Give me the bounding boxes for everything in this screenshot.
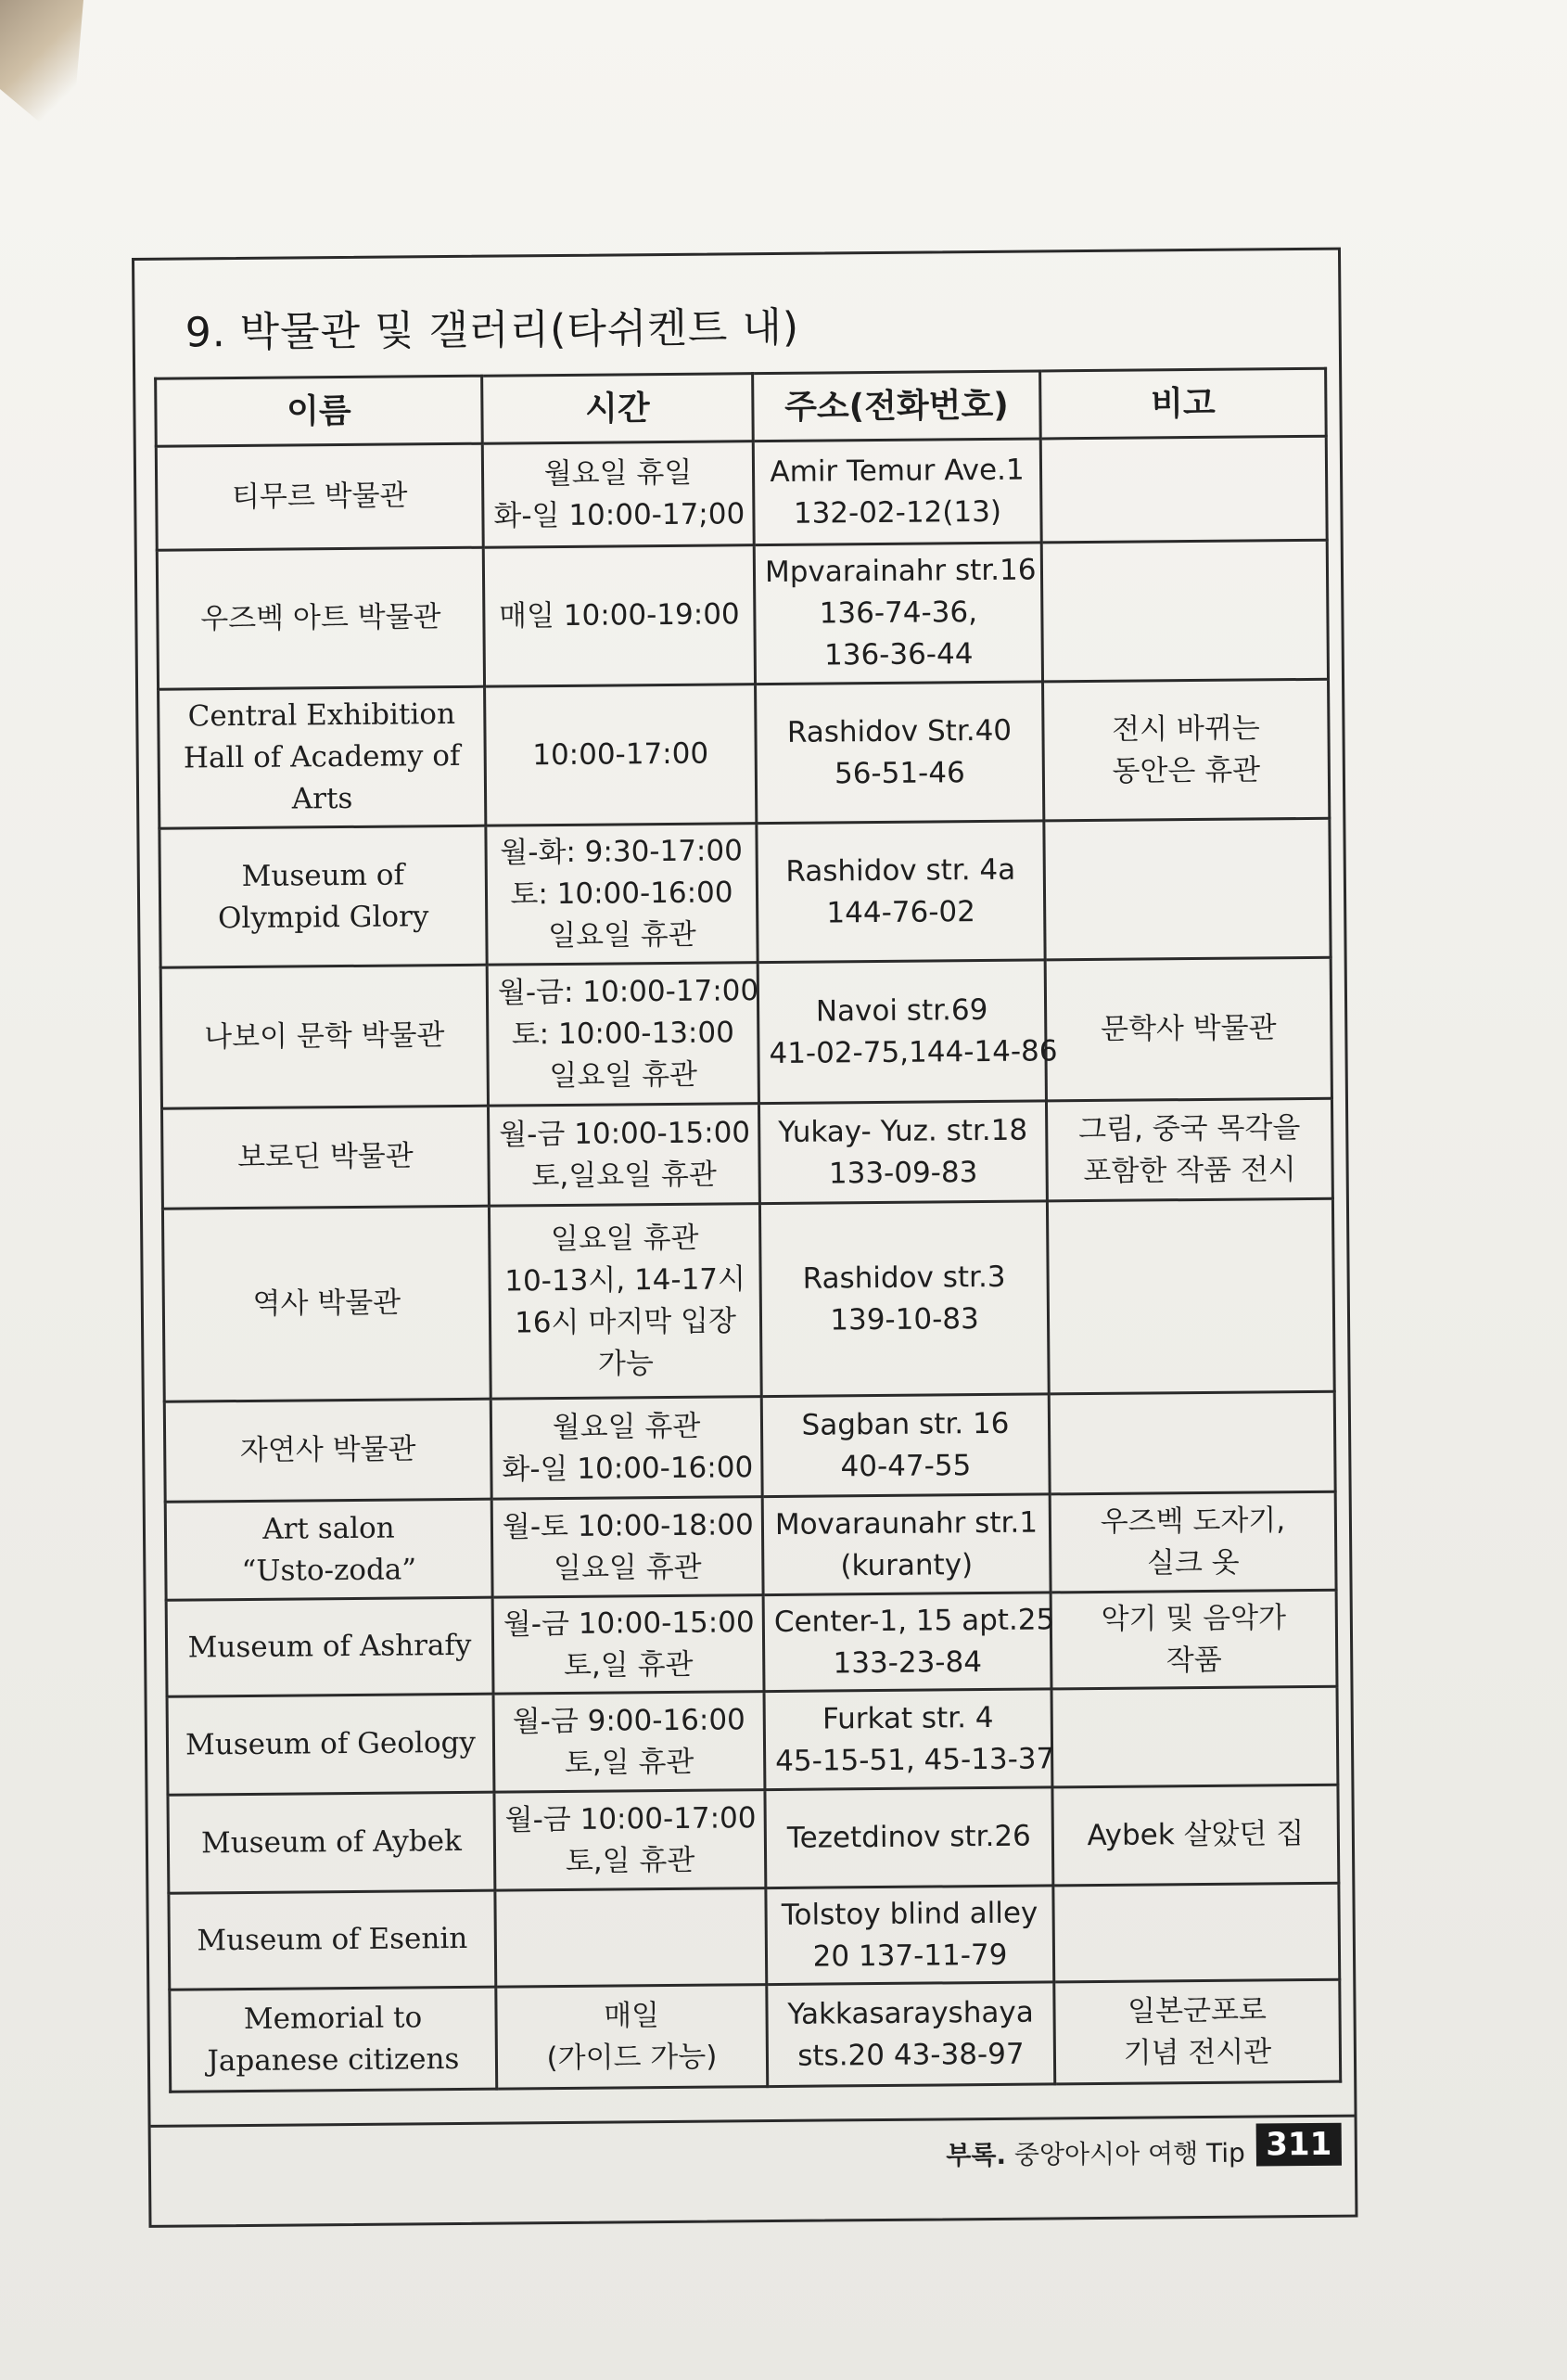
table-row bbox=[167, 1686, 1338, 1795]
museum-address-line: 136-74-36, bbox=[819, 595, 978, 631]
museum-name-cell bbox=[157, 547, 484, 689]
museum-address-line: (kuranty) bbox=[840, 1547, 974, 1582]
museum-name-cell bbox=[159, 686, 486, 828]
museum-address-cell bbox=[764, 1689, 1055, 1790]
museum-address-line: 132-02-12(13) bbox=[793, 494, 1002, 531]
page-footer bbox=[151, 2115, 1356, 2185]
museum-name-cell bbox=[167, 1694, 494, 1795]
museum-hours-line: 매일 bbox=[603, 1998, 660, 2033]
museum-hours-line: 월-화: 9:30-17:00 bbox=[500, 834, 744, 870]
museum-address-line: Rashidov str. 4a bbox=[785, 852, 1016, 889]
museum-hours-cell bbox=[482, 441, 754, 548]
footer-label-text: 중앙아시아 여행 Tip bbox=[1005, 2137, 1246, 2170]
museum-hours-cell bbox=[487, 963, 758, 1107]
museum-hours-line: 월-금 10:00-15:00 bbox=[499, 1115, 751, 1152]
museum-name-cell bbox=[160, 965, 488, 1108]
museum-name-cell bbox=[169, 1890, 496, 1990]
museum-name-cell bbox=[168, 1792, 495, 1893]
museum-address-line: 45-15-51, 45-13-37 bbox=[775, 1741, 1055, 1778]
museum-address-line: Tolstoy blind alley bbox=[781, 1896, 1038, 1932]
museum-name-line: Museum of Geology bbox=[185, 1725, 477, 1762]
museum-address-line: 20 137-11-79 bbox=[812, 1938, 1008, 1974]
museum-note-cell bbox=[1043, 679, 1330, 821]
table-row bbox=[168, 1785, 1339, 1893]
museum-note-cell bbox=[1044, 818, 1331, 960]
museum-name-line: “Usto-zoda” bbox=[241, 1552, 417, 1588]
table-row bbox=[157, 540, 1328, 689]
table-row bbox=[160, 957, 1331, 1108]
museum-address-cell bbox=[761, 1394, 1050, 1497]
header-address: 주소(전화번호) bbox=[753, 371, 1041, 441]
table-row bbox=[165, 1491, 1336, 1600]
museum-hours-cell bbox=[483, 545, 755, 687]
museum-hours-line: 월-금 10:00-17:00 bbox=[504, 1800, 757, 1837]
museum-note-line: 일본군포로 bbox=[1127, 1992, 1268, 2028]
museum-note-cell bbox=[1041, 540, 1328, 682]
museum-address-line: 139-10-83 bbox=[830, 1301, 979, 1337]
museum-hours-cell bbox=[489, 1204, 761, 1400]
table-row bbox=[162, 1198, 1334, 1401]
museum-name-line: Museum of Esenin bbox=[197, 1921, 468, 1958]
museum-hours-line: 토,일 휴관 bbox=[563, 1647, 694, 1683]
museum-hours-cell bbox=[491, 1497, 763, 1598]
museum-address-cell bbox=[762, 1494, 1051, 1595]
museum-name-line: Museum of Aybek bbox=[200, 1823, 462, 1861]
museum-address-cell bbox=[759, 1201, 1049, 1397]
museum-hours-line: 월-금 10:00-15:00 bbox=[503, 1605, 755, 1642]
museum-name-line: Hall of Academy of bbox=[183, 738, 461, 775]
museum-address-line: Rashidov str.3 bbox=[802, 1260, 1006, 1296]
museum-note-line: 전시 바뀌는 bbox=[1112, 710, 1260, 747]
museum-note-line: 우즈벡 도자기, bbox=[1100, 1503, 1286, 1539]
museum-address-line: 41-02-75,144-14-86 bbox=[769, 1033, 1058, 1070]
museum-note-line: 악기 및 음악가 bbox=[1101, 1600, 1287, 1636]
museum-address-line: Movaraunahr str.1 bbox=[774, 1505, 1038, 1542]
museum-hours-cell bbox=[485, 685, 757, 826]
museum-hours-line: 월요일 휴관 bbox=[552, 1409, 701, 1444]
museum-address-line: Yukay- Yuz. str.18 bbox=[778, 1113, 1028, 1149]
museum-note-line: Aybek 살았던 집 bbox=[1087, 1817, 1305, 1853]
museum-name-line: Central Exhibition bbox=[187, 697, 456, 734]
museum-hours-line: 매일 10:00-19:00 bbox=[498, 597, 740, 633]
museum-address-line: Furkat str. 4 bbox=[822, 1700, 994, 1736]
museum-name-line: 보로딘 박물관 bbox=[237, 1139, 414, 1175]
museum-name-cell bbox=[162, 1106, 490, 1209]
museum-name-cell bbox=[166, 1597, 493, 1696]
museum-hours-cell bbox=[492, 1595, 764, 1695]
table-row bbox=[162, 1098, 1333, 1209]
museum-note-cell bbox=[1053, 1883, 1340, 1982]
museum-address-cell bbox=[756, 682, 1044, 824]
museum-address-cell bbox=[758, 960, 1058, 1104]
museum-note-line: 포함한 작품 전시 bbox=[1083, 1152, 1296, 1188]
museum-table bbox=[154, 367, 1342, 2093]
museum-hours-line: 일요일 휴관 bbox=[550, 1221, 699, 1256]
museum-note-line: 기념 전시관 bbox=[1123, 2034, 1272, 2070]
museum-note-line: 그림, 중국 목각을 bbox=[1077, 1110, 1301, 1146]
museum-hours-line: 토,일 휴관 bbox=[565, 1843, 695, 1878]
museum-address-line: Center-1, 15 apt.25 bbox=[773, 1602, 1055, 1639]
footer-label-bold: 부록. bbox=[946, 2139, 1007, 2171]
museum-hours-line: 토: 10:00-16:00 bbox=[510, 876, 733, 912]
museum-note-cell bbox=[1040, 436, 1327, 543]
museum-hours-line: 일요일 휴관 bbox=[547, 917, 696, 953]
museum-hours-cell bbox=[495, 1888, 767, 1988]
museum-address-line: Navoi str.69 bbox=[815, 992, 988, 1029]
museum-name-line: Memorial to bbox=[243, 2000, 423, 2036]
museum-address-cell bbox=[763, 1593, 1055, 1692]
museum-name-line: 티무르 박물관 bbox=[231, 479, 408, 515]
museum-name-line: Art salon bbox=[262, 1511, 395, 1546]
museum-name-cell bbox=[159, 825, 487, 967]
museum-address-line: 136-36-44 bbox=[823, 637, 974, 672]
museum-name-line: 자연사 박물관 bbox=[239, 1432, 416, 1468]
museum-hours-line: 월-토 10:00-18:00 bbox=[502, 1507, 754, 1544]
museum-name-line: 나보이 문학 박물관 bbox=[204, 1018, 445, 1055]
museum-note-cell bbox=[1052, 1785, 1339, 1886]
header-note: 비고 bbox=[1040, 368, 1327, 439]
museum-note-cell bbox=[1047, 1198, 1334, 1394]
content-frame bbox=[132, 248, 1357, 2228]
museum-address-line: 56-51-46 bbox=[834, 755, 965, 790]
museum-address-line: 133-23-84 bbox=[833, 1644, 983, 1680]
museum-hours-cell bbox=[493, 1692, 765, 1793]
museum-name-cell bbox=[156, 443, 483, 550]
museum-address-line: Rashidov Str.40 bbox=[786, 713, 1013, 749]
museum-name-line: 우즈벡 아트 박물관 bbox=[200, 600, 441, 636]
museum-hours-cell bbox=[490, 1397, 762, 1500]
museum-hours-line: 월-금: 10:00-17:00 bbox=[497, 974, 759, 1010]
museum-address-cell bbox=[767, 1982, 1055, 2087]
table-body bbox=[156, 436, 1340, 2092]
museum-address-line: 144-76-02 bbox=[826, 894, 976, 929]
museum-name-cell bbox=[165, 1499, 492, 1600]
museum-name-line: Olympid Glory bbox=[217, 899, 429, 935]
museum-hours-line: 10-13시, 14-17시 bbox=[504, 1261, 746, 1299]
table-header-row bbox=[156, 368, 1327, 446]
museum-note-cell bbox=[1051, 1590, 1337, 1689]
museum-name-cell bbox=[170, 1987, 497, 2092]
museum-address-line: Yakkasarayshaya bbox=[787, 1995, 1034, 2031]
museum-note-cell bbox=[1045, 957, 1331, 1101]
museum-hours-line: (가이드 가능) bbox=[546, 2040, 718, 2075]
museum-address-cell bbox=[766, 1886, 1054, 1985]
table-row bbox=[159, 679, 1330, 828]
museum-note-line: 작품 bbox=[1166, 1643, 1222, 1677]
header-time: 시간 bbox=[482, 374, 754, 444]
table-row bbox=[156, 436, 1327, 550]
museum-address-cell bbox=[758, 1101, 1047, 1204]
museum-hours-line: 일요일 휴관 bbox=[549, 1057, 698, 1094]
museum-name-line: Museum of bbox=[241, 857, 405, 893]
museum-address-cell bbox=[754, 543, 1042, 685]
museum-name-line: Museum of Ashrafy bbox=[187, 1628, 472, 1665]
museum-address-line: 40-47-55 bbox=[840, 1448, 972, 1483]
museum-hours-line: 토: 10:00-13:00 bbox=[511, 1016, 735, 1052]
museum-address-cell bbox=[765, 1787, 1053, 1888]
museum-name-line: Japanese citizens bbox=[207, 2041, 460, 2078]
museum-note-line: 동안은 휴관 bbox=[1112, 752, 1261, 788]
museum-name-cell bbox=[164, 1399, 491, 1502]
museum-hours-line: 토,일 휴관 bbox=[564, 1745, 694, 1780]
museum-note-cell bbox=[1049, 1391, 1335, 1494]
museum-address-line: Tezetdinov str.26 bbox=[786, 1819, 1031, 1855]
table-row bbox=[166, 1590, 1337, 1696]
table-row bbox=[164, 1391, 1335, 1502]
museum-hours-line: 일요일 휴관 bbox=[553, 1550, 702, 1585]
museum-address-cell bbox=[753, 439, 1041, 545]
museum-address-line: Amir Temur Ave.1 bbox=[770, 453, 1025, 489]
museum-hours-cell bbox=[496, 1985, 768, 2090]
museum-name-line: 역사 박물관 bbox=[252, 1286, 401, 1321]
museum-hours-line: 월요일 휴일 bbox=[543, 455, 693, 491]
museum-hours-line: 화-일 10:00-17;00 bbox=[493, 496, 745, 533]
museum-address-line: Mpvarainahr str.16 bbox=[764, 553, 1037, 590]
museum-note-line: 문학사 박물관 bbox=[1100, 1011, 1277, 1046]
museum-hours-cell bbox=[494, 1790, 766, 1891]
museum-address-line: Sagban str. 16 bbox=[801, 1406, 1010, 1442]
section-title: 9. 박물관 및 갤러리(타쉬켄트 내) bbox=[185, 303, 800, 357]
museum-hours-line: 가능 bbox=[597, 1346, 655, 1381]
museum-note-cell bbox=[1050, 1491, 1336, 1593]
museum-hours-line: 화-일 10:00-16:00 bbox=[502, 1450, 754, 1487]
museum-hours-line: 16시 마지막 입장 bbox=[514, 1303, 737, 1339]
museum-name-cell bbox=[162, 1206, 490, 1401]
museum-note-cell bbox=[1051, 1686, 1338, 1787]
table-row bbox=[170, 1979, 1341, 2092]
museum-hours-line: 토,일요일 휴관 bbox=[531, 1158, 717, 1193]
museum-note-line: 실크 옷 bbox=[1146, 1545, 1240, 1580]
museum-address-cell bbox=[757, 821, 1045, 963]
table-row bbox=[159, 818, 1331, 967]
museum-hours-cell bbox=[486, 824, 758, 966]
header-name: 이름 bbox=[156, 376, 483, 446]
page-number: 311 bbox=[1256, 2123, 1342, 2167]
museum-note-cell bbox=[1054, 1979, 1341, 2084]
footer-label bbox=[946, 2133, 1245, 2173]
museum-hours-line: 월-금 9:00-16:00 bbox=[512, 1702, 745, 1738]
museum-note-cell bbox=[1046, 1098, 1332, 1201]
table-row bbox=[169, 1883, 1340, 1990]
museum-hours-line: 10:00-17:00 bbox=[532, 736, 709, 773]
museum-address-line: sts.20 43-38-97 bbox=[797, 2037, 1025, 2073]
museum-name-line: Arts bbox=[291, 781, 353, 816]
museum-hours-cell bbox=[488, 1104, 759, 1207]
museum-address-line: 133-09-83 bbox=[828, 1155, 978, 1190]
